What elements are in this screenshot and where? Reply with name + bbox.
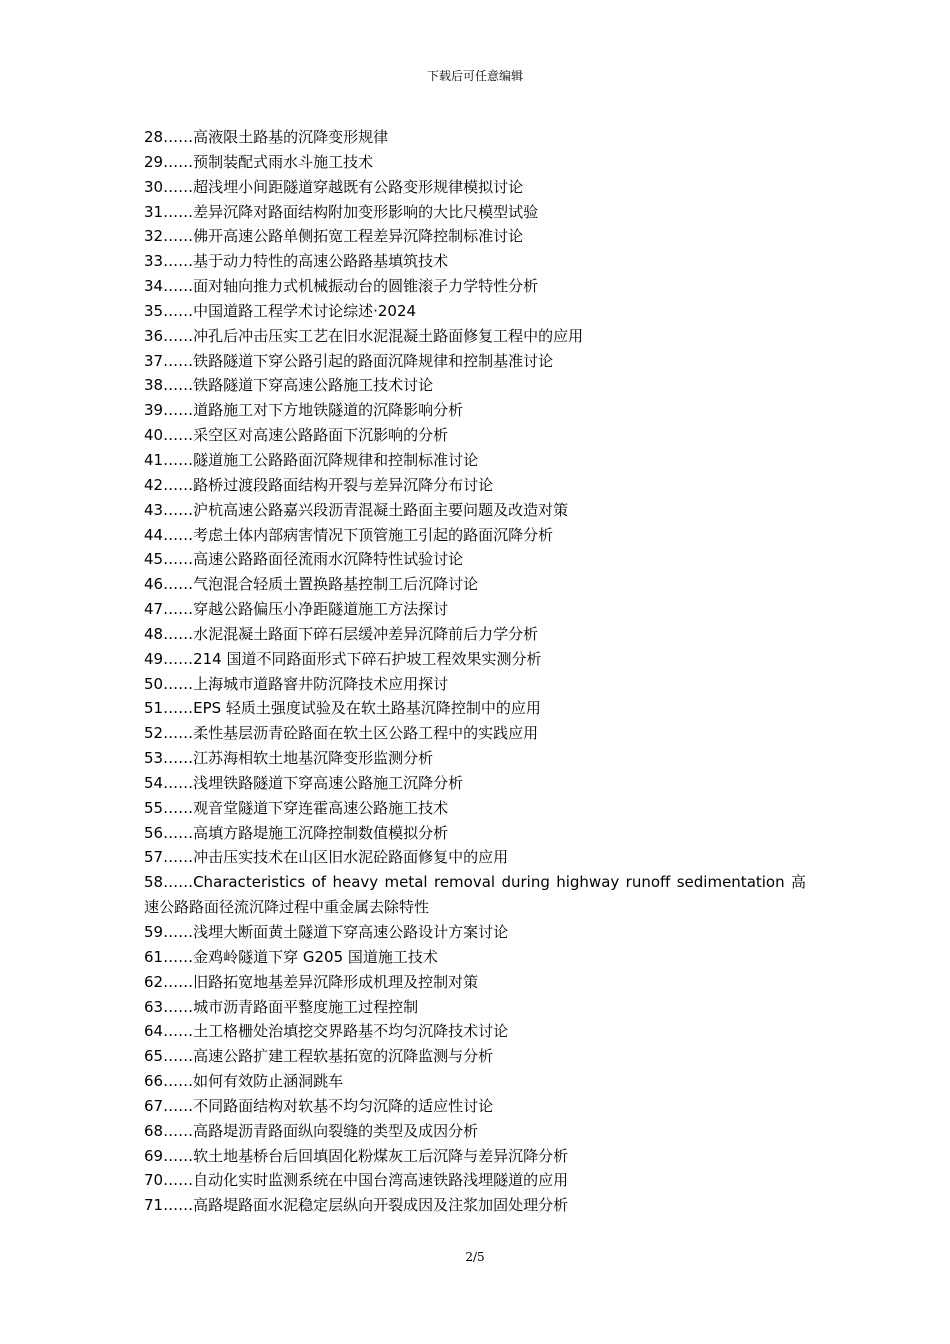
list-item: 49……214 国道不同路面形式下碎石护坡工程效果实测分析 bbox=[144, 649, 542, 668]
list-item: 41……隧道施工公路路面沉降规律和控制标准讨论 bbox=[144, 450, 479, 469]
list-item: 47……穿越公路偏压小净距隧道施工方法探讨 bbox=[144, 600, 449, 619]
list-item: 32……佛开高速公路单侧拓宽工程差异沉降控制标准讨论 bbox=[144, 227, 524, 246]
list-item: 58……Characteristics of heavy metal removal during highway runoff sedimentation 高速公路路面径流沉降过程中重金属去除特性 bbox=[144, 873, 806, 917]
list-item: 67……不同路面结构对软基不均匀沉降的适应性讨论 bbox=[144, 1096, 494, 1115]
list-item: 36……冲孔后冲击压实工艺在旧水泥混凝土路面修复工程中的应用 bbox=[144, 326, 584, 345]
list-item: 31……差异沉降对路面结构附加变形影响的大比尺模型试验 bbox=[144, 202, 539, 221]
list-item: 42……路桥过渡段路面结构开裂与差异沉降分布讨论 bbox=[144, 475, 494, 494]
list-item: 53……江苏海相软土地基沉降变形监测分析 bbox=[144, 749, 434, 768]
list-item: 38……铁路隧道下穿高速公路施工技术讨论 bbox=[144, 376, 434, 395]
list-item: 69……软土地基桥台后回填固化粉煤灰工后沉降与差异沉降分析 bbox=[144, 1146, 569, 1165]
list-item: 44……考虑土体内部病害情况下顶管施工引起的路面沉降分析 bbox=[144, 525, 554, 544]
list-item: 59……浅埋大断面黄土隧道下穿高速公路设计方案讨论 bbox=[144, 923, 509, 941]
list-item: 30……超浅埋小间距隧道穿越既有公路变形规律模拟讨论 bbox=[144, 177, 524, 196]
list-item: 28……高液限土路基的沉降变形规律 bbox=[144, 128, 389, 146]
list-item: 51……EPS 轻质土强度试验及在软土路基沉降控制中的应用 bbox=[144, 699, 541, 718]
list-item: 55……观音堂隧道下穿连霍高速公路施工技术 bbox=[144, 798, 449, 817]
list-item: 50……上海城市道路窨井防沉降技术应用探讨 bbox=[144, 674, 449, 693]
list-item: 68……高路堤沥青路面纵向裂缝的类型及成因分析 bbox=[144, 1121, 479, 1140]
list-item: 70……自动化实时监测系统在中国台湾高速铁路浅埋隧道的应用 bbox=[144, 1171, 569, 1190]
entry-list bbox=[144, 125, 806, 1218]
list-item: 71……高路堤路面水泥稳定层纵向开裂成因及注浆加固处理分析 bbox=[144, 1196, 569, 1215]
header-note: 下载后可任意编辑 bbox=[426, 69, 523, 83]
list-item: 37……铁路隧道下穿公路引起的路面沉降规律和控制基准讨论 bbox=[144, 351, 554, 370]
list-item: 62……旧路拓宽地基差异沉降形成机理及控制对策 bbox=[144, 972, 479, 991]
list-item: 65……高速公路扩建工程软基拓宽的沉降监测与分析 bbox=[144, 1047, 494, 1066]
page-number: 2/5 bbox=[465, 1250, 485, 1264]
list-item: 66……如何有效防止涵洞跳车 bbox=[144, 1072, 344, 1091]
list-item: 43……沪杭高速公路嘉兴段沥青混凝土路面主要问题及改造对策 bbox=[144, 500, 569, 519]
list-item: 63……城市沥青路面平整度施工过程控制 bbox=[144, 997, 419, 1016]
list-item: 33……基于动力特性的高速公路路基填筑技术 bbox=[144, 252, 449, 271]
list-item: 48……水泥混凝土路面下碎石层缓冲差异沉降前后力学分析 bbox=[144, 624, 539, 643]
list-item: 45……高速公路路面径流雨水沉降特性试验讨论 bbox=[144, 550, 464, 569]
list-item: 61……金鸡岭隧道下穿 G205 国道施工技术 bbox=[144, 947, 438, 966]
list-item: 35……中国道路工程学术讨论综述·2024 bbox=[144, 301, 417, 320]
list-item: 34……面对轴向推力式机械振动台的圆锥滚子力学特性分析 bbox=[144, 277, 539, 296]
list-item: 56……高填方路堤施工沉降控制数值模拟分析 bbox=[144, 823, 449, 842]
list-item: 64……土工格栅处治填挖交界路基不均匀沉降技术讨论 bbox=[144, 1022, 509, 1041]
list-item: 39……道路施工对下方地铁隧道的沉降影响分析 bbox=[144, 401, 464, 420]
list-item: 52……柔性基层沥青砼路面在软土区公路工程中的实践应用 bbox=[144, 724, 539, 743]
list-item: 46……气泡混合轻质土置换路基控制工后沉降讨论 bbox=[144, 575, 479, 594]
list-item: 57……冲击压实技术在山区旧水泥砼路面修复中的应用 bbox=[144, 848, 509, 867]
list-item: 40……采空区对高速公路路面下沉影响的分析 bbox=[144, 426, 449, 445]
list-item: 54……浅埋铁路隧道下穿高速公路施工沉降分析 bbox=[144, 773, 464, 792]
list-item: 29……预制装配式雨水斗施工技术 bbox=[144, 152, 374, 171]
